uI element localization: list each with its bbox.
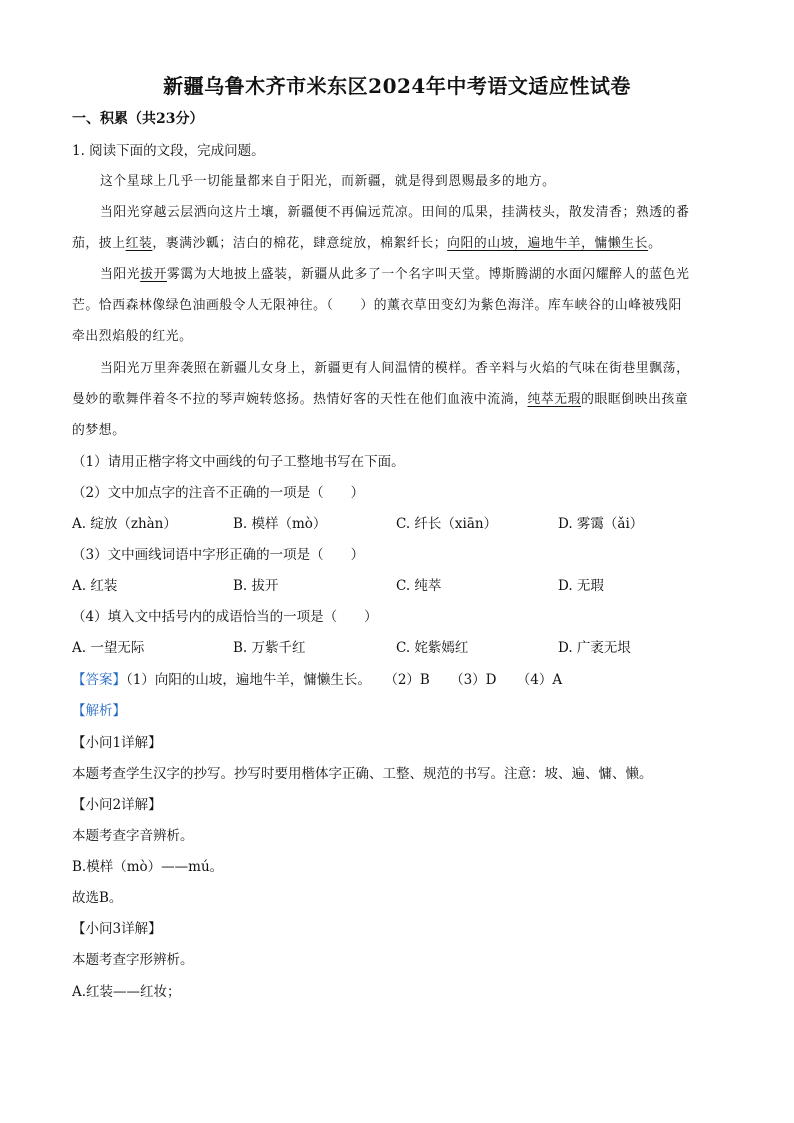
option-b: B. 模样（mò） bbox=[233, 516, 327, 532]
passage-line: 曼妙的歌舞伴着冬不拉的琴声婉转悠扬。热情好客的天性在他们血液中流淌，纯萃无瑕的眼眶倒映出孩童 bbox=[72, 392, 689, 407]
analysis-tag: 【解析】 bbox=[72, 703, 126, 719]
sub-question: （4）填入文中括号内的成语恰当的一项是（ ） bbox=[72, 609, 378, 625]
sub-heading: 【小问1详解】 bbox=[72, 735, 162, 751]
analysis-text: 本题考查学生汉字的抄写。抄写时要用楷体字正确、工整、规范的书写。注意：坡、遍、慵、懒。 bbox=[72, 766, 653, 782]
option-c: C. 纤长（xiān） bbox=[396, 516, 498, 532]
option-d: D. 无瑕 bbox=[558, 578, 604, 594]
passage-line: 茄，披上红装，裹满沙瓤；洁白的棉花，肆意绽放，棉絮纤长；向阳的山坡，遍地牛羊，慵懒生长。 bbox=[72, 236, 662, 251]
analysis-text: 本题考查字音辨析。 bbox=[72, 828, 194, 844]
passage-line: 当阳光万里奔袭照在新疆儿女身上，新疆更有人间温情的模样。香辛料与火焰的气味在街巷里飘荡， bbox=[100, 361, 690, 376]
option-a: A. 一望无际 bbox=[72, 640, 145, 656]
underlined-word: 拔开 bbox=[140, 267, 167, 282]
analysis-text: B.模样（mò）——mú。 bbox=[72, 859, 224, 875]
underlined-word: 红装 bbox=[125, 236, 153, 251]
passage-line: 这个星球上几乎一切能量都来自于阳光，而新疆，就是得到恩赐最多的地方。 bbox=[100, 174, 556, 189]
option-c: C. 纯萃 bbox=[396, 578, 442, 594]
passage-line: 芒。恰西森林像绿色油画般令人无限神往。（ ）的薰衣草田变幻为紫色海洋。库车峡谷的山峰被残阳 bbox=[72, 298, 682, 313]
analysis-text: A.红装——红妆； bbox=[72, 984, 181, 1000]
answer-tag: 【答案】 bbox=[72, 672, 126, 688]
underlined-sentence: 向阳的山坡，遍地牛羊，慵懒生长 bbox=[447, 236, 649, 251]
sub-heading: 【小问2详解】 bbox=[72, 797, 162, 813]
option-b: B. 万紫千红 bbox=[233, 640, 306, 656]
option-d: D. 雾霭（ǎi） bbox=[558, 516, 644, 532]
passage-line: 当阳光穿越云层洒向这片土壤，新疆便不再偏远荒凉。田间的瓜果，挂满枝头，散发清香；熟透的番 bbox=[100, 205, 690, 220]
sub-question: （2）文中加点字的注音不正确的一项是（ ） bbox=[72, 485, 365, 501]
page-title: 新疆乌鲁木齐市米东区2024年中考语文适应性试卷 bbox=[163, 74, 631, 98]
sub-question: （1）请用正楷字将文中画线的句子工整地书写在下面。 bbox=[72, 454, 405, 470]
sub-heading: 【小问3详解】 bbox=[72, 921, 162, 937]
passage-line: 当阳光拔开雾霭为大地披上盛装，新疆从此多了一个名字叫天堂。博斯腾湖的水面闪耀醉人的蓝色光 bbox=[100, 267, 690, 282]
answer-line: 【答案】（1）向阳的山坡，遍地牛羊，慵懒生长。 （2）B （3）D （4）A bbox=[72, 672, 563, 688]
option-a: A. 红装 bbox=[72, 578, 118, 594]
option-a: A. 绽放（zhàn） bbox=[72, 516, 177, 532]
passage-line: 牵出烈焰般的红光。 bbox=[72, 329, 193, 344]
analysis-text: 本题考查字形辨析。 bbox=[72, 952, 194, 968]
analysis-text: 故选B。 bbox=[72, 890, 123, 906]
option-d: D. 广袤无垠 bbox=[558, 640, 631, 656]
question-stem: 1. 阅读下面的文段，完成问题。 bbox=[72, 143, 265, 159]
sub-question: （3）文中画线词语中字形正确的一项是（ ） bbox=[72, 547, 365, 563]
underlined-word: 纯萃无瑕 bbox=[527, 392, 582, 407]
section-heading: 一、积累（共23分） bbox=[72, 111, 204, 127]
passage-line: 的梦想。 bbox=[72, 423, 126, 438]
option-b: B. 拔开 bbox=[233, 578, 279, 594]
option-c: C. 姹紫嫣红 bbox=[396, 640, 469, 656]
